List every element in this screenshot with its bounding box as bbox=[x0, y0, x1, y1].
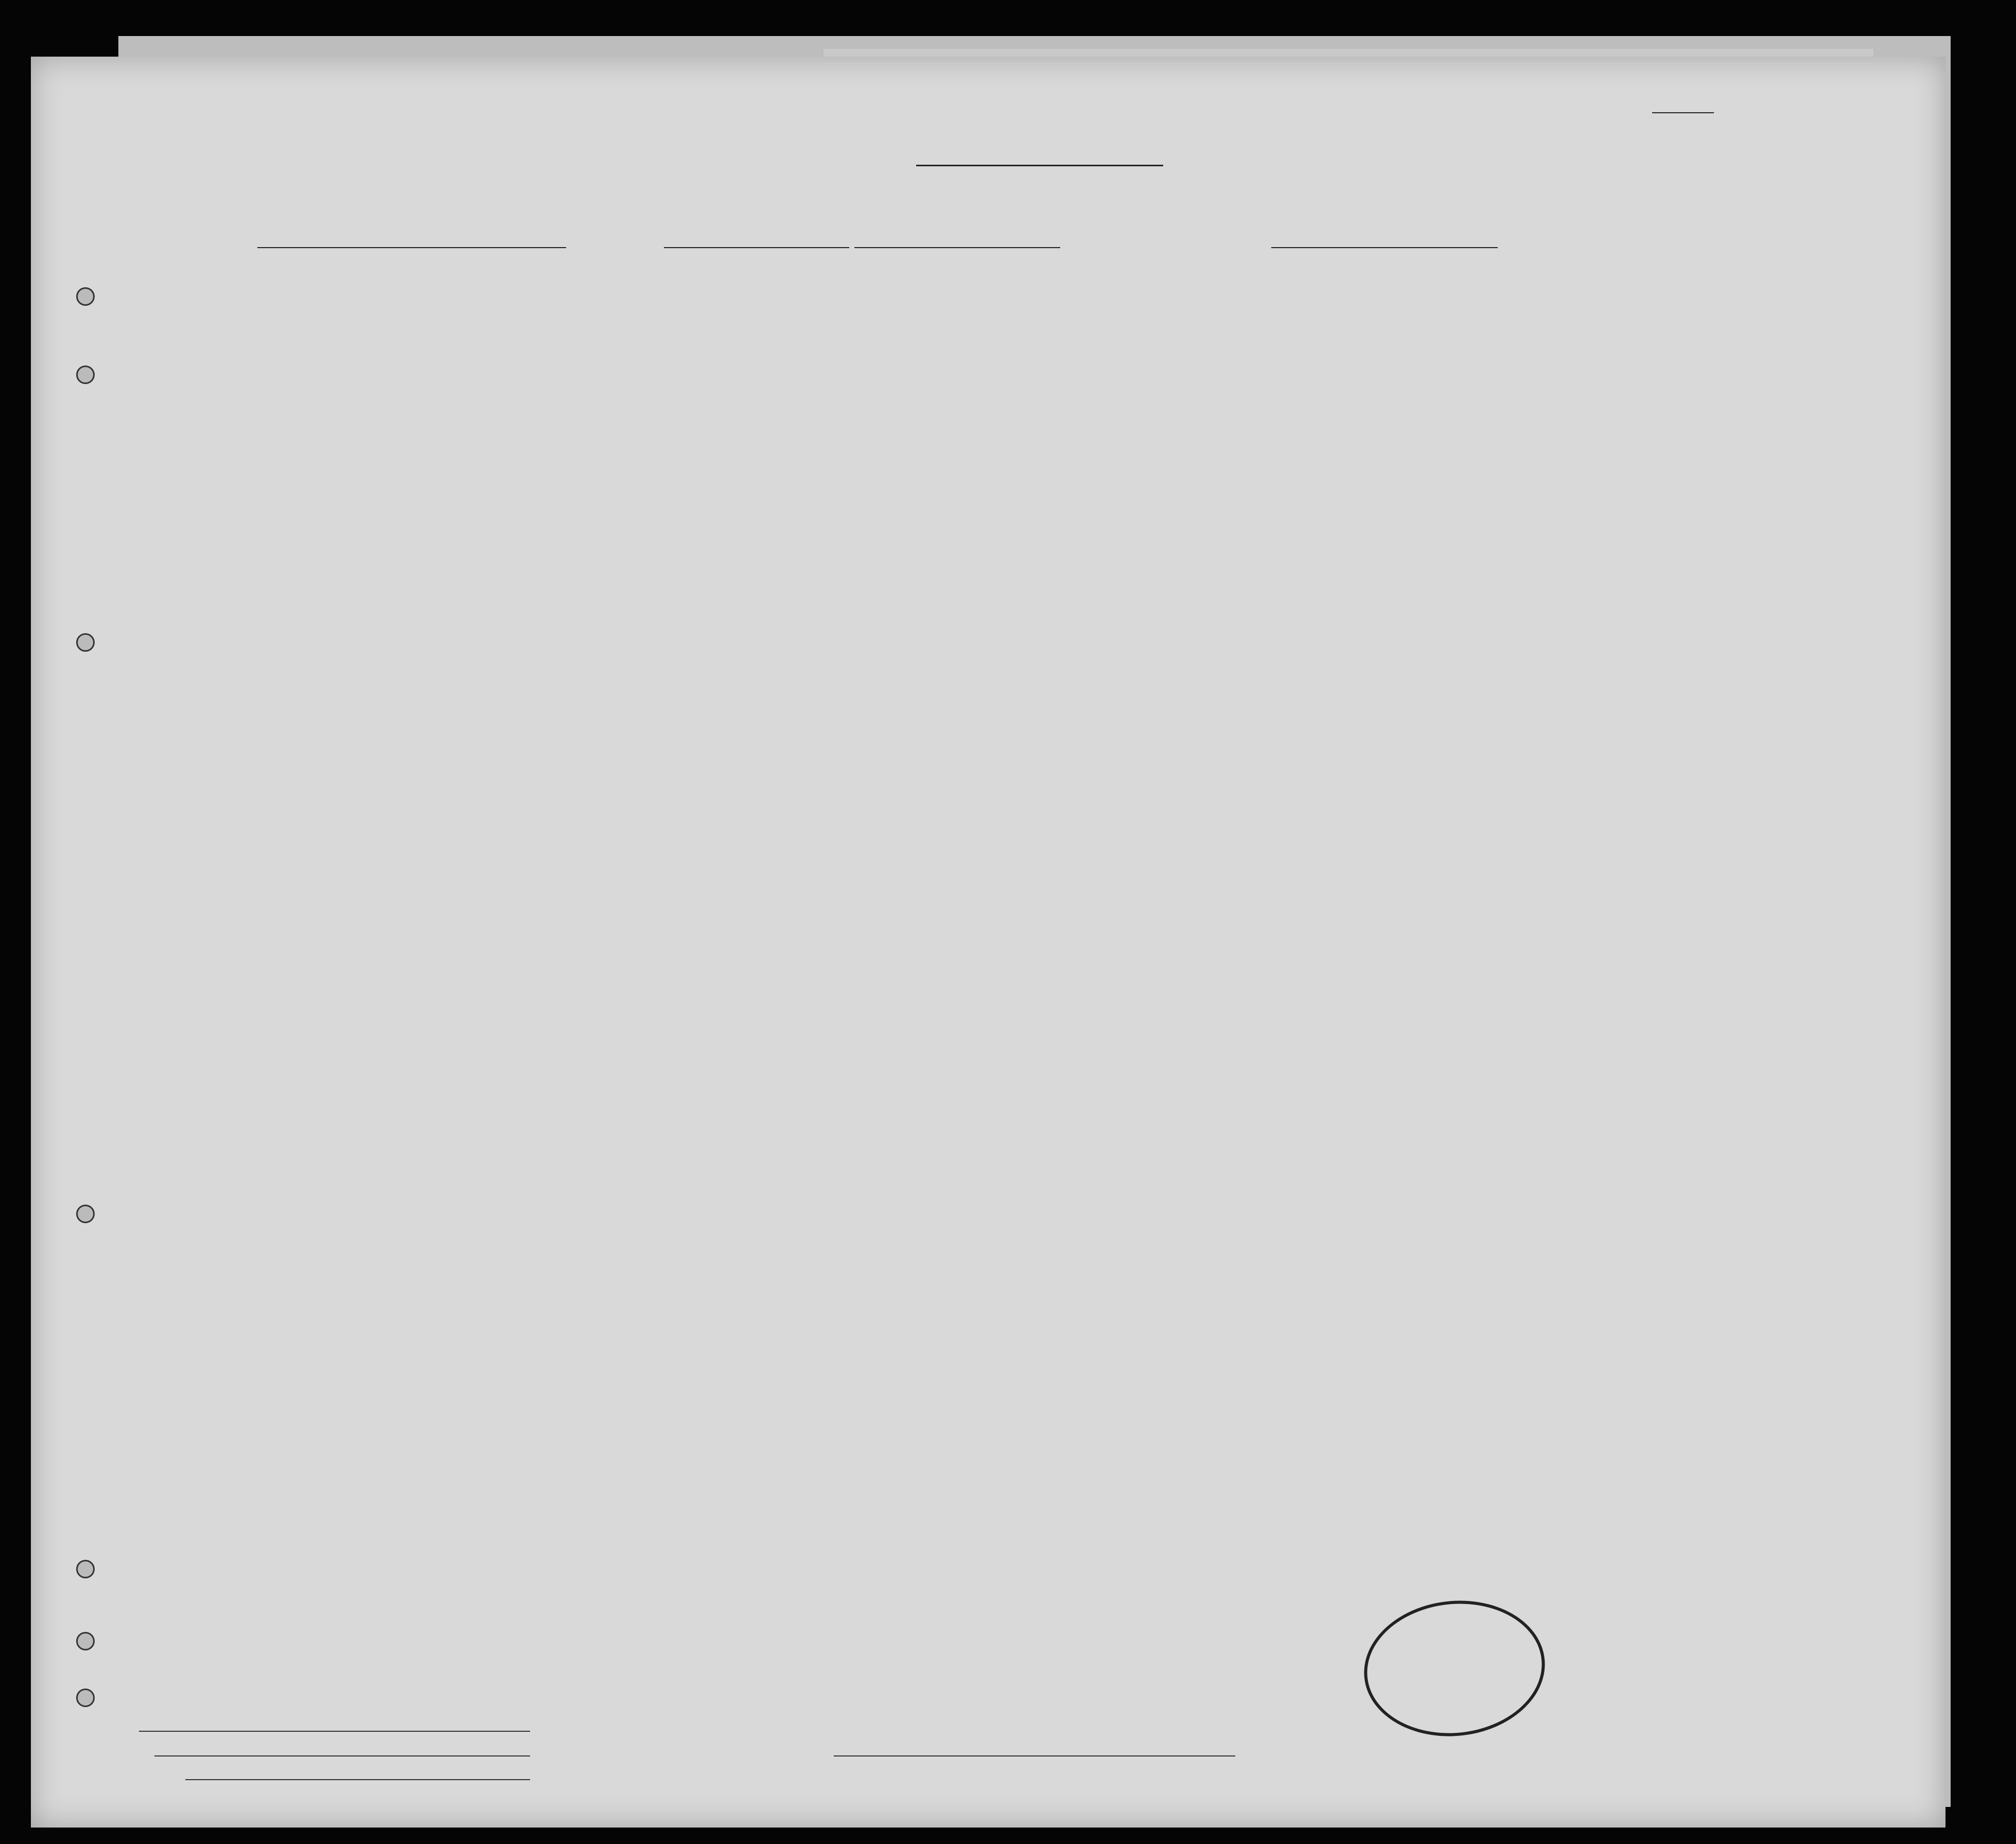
inspector-rule bbox=[834, 1755, 1235, 1756]
manifest-page bbox=[31, 57, 1945, 1828]
footer-owners-rule bbox=[154, 1755, 530, 1756]
footer-line-rule bbox=[139, 1731, 530, 1732]
service-checkmarks bbox=[31, 57, 1945, 1828]
footer-agents-rule bbox=[185, 1779, 530, 1780]
stamp-bottom-text bbox=[1370, 1685, 1544, 1703]
stamp-date bbox=[1366, 1645, 1540, 1664]
